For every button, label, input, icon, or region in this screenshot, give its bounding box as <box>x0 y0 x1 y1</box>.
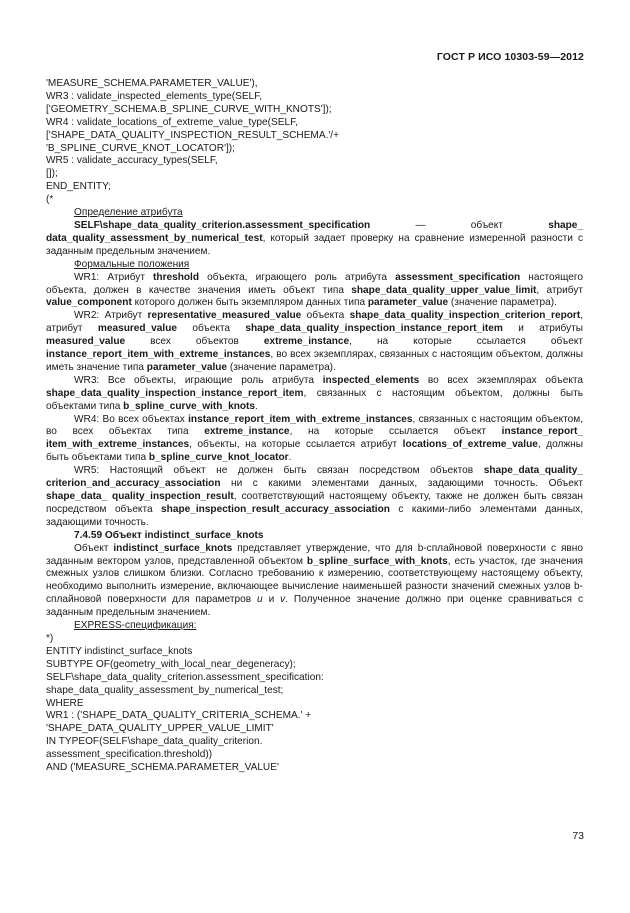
page-content <box>46 78 583 775</box>
rule-wr1-paragraph: WR1: Атрибут threshold объекта, играющего роль атрибута assessment_specification настоящего объекта, должен в качестве значения иметь объект типа shape_data_quality_upper_value_limit, атрибут value_component которого должен быть экземпляром данных типа parameter_value (значение параметра). <box>46 271 584 309</box>
page-header-standard: ГОСТ Р ИСО 10303-59—2012 <box>436 51 584 63</box>
code-line: []); <box>46 168 58 180</box>
code-line: ENTITY indistinct_surface_knots <box>46 645 193 657</box>
code-line: AND ('MEASURE_SCHEMA.PARAMETER_VALUE' <box>46 762 279 774</box>
code-line: WR3 : validate_inspected_elements_type(SELF, <box>46 90 263 102</box>
code-line: SUBTYPE OF(geometry_with_local_near_degeneracy); <box>46 658 296 670</box>
code-line: ['GEOMETRY_SCHEMA.B_SPLINE_CURVE_WITH_KNOTS']); <box>46 103 332 115</box>
code-line: WHERE <box>46 697 84 709</box>
code-line: WR4 : validate_locations_of_extreme_value_type(SELF, <box>46 116 298 128</box>
rule-wr5-paragraph: WR5: Настоящий объект не должен быть связан посредством объектов shape_data_quality_ criterion_and_accuracy_association ни с какими элементами данных, задающими точность. Объект shape_data_ quality_inspection_result, соответствующий настоящему объекту, также не должен быть связан посредством объекта shape_inspection_result_accuracy_association с какими-либо элементами данных, задающими точность. <box>46 465 583 528</box>
page-number: 73 <box>572 830 584 842</box>
express-specification-heading: EXPRESS-спецификация: <box>74 620 197 632</box>
rule-wr3-paragraph: WR3: Все объекты, играющие роль атрибута inspected_elements во всех экземплярах объекта shape_data_quality_inspection_instance_report_item, связанных с настоящим объектом, должны быть объектами типа b_spline_curve_with_knots. <box>46 374 583 412</box>
attribute-definition-paragraph: SELF\shape_data_quality_criterion.assessment_specification — объект shape_ data_quality_assessment_by_numerical_test, который задает проверку на сравнение измеренной разности с заданным предельным значением. <box>46 219 583 257</box>
code-line: shape_data_quality_assessment_by_numerical_test; <box>46 684 284 696</box>
attribute-definition-heading: Определение атрибута <box>74 207 183 219</box>
section-heading: 7.4.59 Объект indistinct_surface_knots <box>74 529 264 541</box>
code-line: (* <box>46 194 54 206</box>
code-block-1 <box>46 78 583 207</box>
code-line: WR5 : validate_accuracy_types(SELF, <box>46 155 218 167</box>
code-line: IN TYPEOF(SELF\shape_data_quality_criterion. <box>46 736 263 748</box>
code-line: WR1 : ('SHAPE_DATA_QUALITY_CRITERIA_SCHEMA.' + <box>46 710 312 722</box>
code-line: assessment_specification.threshold)) <box>46 749 213 761</box>
code-line: 'SHAPE_DATA_QUALITY_UPPER_VALUE_LIMIT' <box>46 723 274 735</box>
code-line: *) <box>46 632 54 644</box>
code-line: ['SHAPE_DATA_QUALITY_INSPECTION_RESULT_SCHEMA.'/+ <box>46 129 340 141</box>
code-line: 'MEASURE_SCHEMA.PARAMETER_VALUE'), <box>46 78 258 89</box>
rule-wr2-paragraph: WR2: Атрибут representative_measured_value объекта shape_data_quality_inspection_criterion_report, атрибут measured_value объекта shape_data_quality_inspection_instance_report_item и атрибуты measured_value всех объектов extreme_instance, на которые ссылается объект instance_report_item_with_extreme_instances, во всех экземплярах, связанных с настоящим объектом, должны иметь значение типа parameter_value (значение параметра). <box>46 310 583 373</box>
code-line: END_ENTITY; <box>46 181 111 193</box>
formal-propositions-heading: Формальные положения <box>74 258 190 270</box>
code-line: 'B_SPLINE_CURVE_KNOT_LOCATOR']); <box>46 142 235 154</box>
section-paragraph: Объект indistinct_surface_knots представляет утверждение, что для b-сплайновой поверхности с явно заданным вектором узлов, представленной объектом b_spline_surface_with_knots, есть участок, где значения смежных узлов слишком близки. Согласно требованию к измерению, соответствующему настоящему объекту, необходимо выполнить измерение, включающее вычисление наименьшей разности значений смежных узлов b-сплайновой поверхности для параметров u и v. Полученное значение должно при оценке сравниваться с заданным предельным значением. <box>46 542 584 619</box>
code-line: SELF\shape_data_quality_criterion.assessment_specification: <box>46 671 324 683</box>
rule-wr4-paragraph: WR4: Во всех объектах instance_report_item_with_extreme_instances, связанных с настоящим объектом, во всех объектах типа extreme_instance, на которые ссылается объект instance_report_ item_with_extreme_instances, объекты, на которые ссылается атрибут locations_of_extreme_value, должны быть объектами типа b_spline_curve_knot_locator. <box>46 413 584 464</box>
code-block-2 <box>46 633 583 775</box>
